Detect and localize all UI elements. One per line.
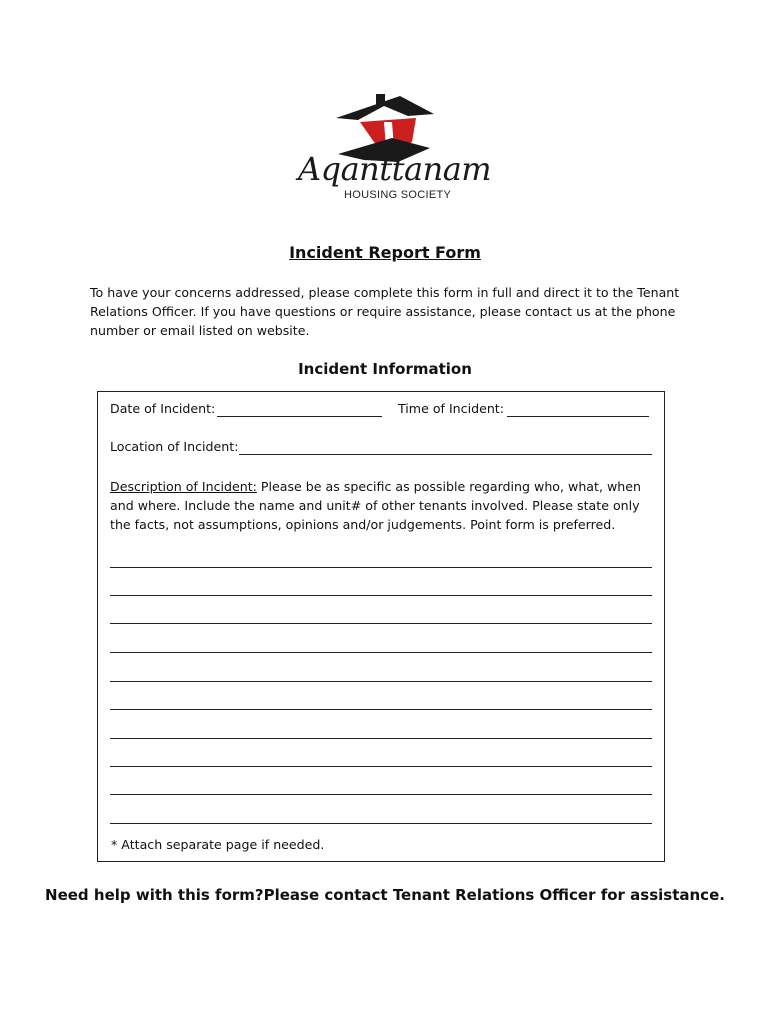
description-line[interactable] xyxy=(110,652,652,653)
incident-information-box xyxy=(97,391,665,862)
description-line[interactable] xyxy=(110,766,652,767)
attach-note: * Attach separate page if needed. xyxy=(111,837,325,852)
description-label: Description of Incident: xyxy=(110,479,257,494)
logo-subtitle: HOUSING SOCIETY xyxy=(344,189,452,201)
description-block xyxy=(110,477,658,534)
location-label: Location of Incident: xyxy=(110,439,239,454)
description-line[interactable] xyxy=(110,595,652,596)
description-line[interactable] xyxy=(110,709,652,710)
description-line[interactable] xyxy=(110,567,652,568)
date-label: Date of Incident: xyxy=(110,401,216,416)
description-line[interactable] xyxy=(110,794,652,795)
logo-name-script: Aqanttanam xyxy=(298,150,492,188)
help-text: Need help with this form?Please contact Tenant Relations Officer for assistance. xyxy=(45,886,725,904)
description-line[interactable] xyxy=(110,623,652,624)
description-instructions: Please be as specific as possible regarding who, what, when and where. Include the name and unit# of other tenants involved. Please state only the facts, not assumptions, opinions and/or judgements. Point form is preferred. xyxy=(110,479,641,532)
description-line[interactable] xyxy=(110,823,652,824)
time-field[interactable] xyxy=(507,402,649,417)
time-label: Time of Incident: xyxy=(398,401,504,416)
form-title: Incident Report Form xyxy=(289,243,481,262)
description-line[interactable] xyxy=(110,681,652,682)
intro-paragraph: To have your concerns addressed, please complete this form in full and direct it to the Tenant Relations Officer. If you have questions or require assistance, please contact us at the phone number or email listed on website. xyxy=(90,285,680,338)
date-field[interactable] xyxy=(217,402,382,417)
location-field[interactable] xyxy=(239,440,652,455)
section-title: Incident Information xyxy=(298,360,472,378)
description-line[interactable] xyxy=(110,738,652,739)
